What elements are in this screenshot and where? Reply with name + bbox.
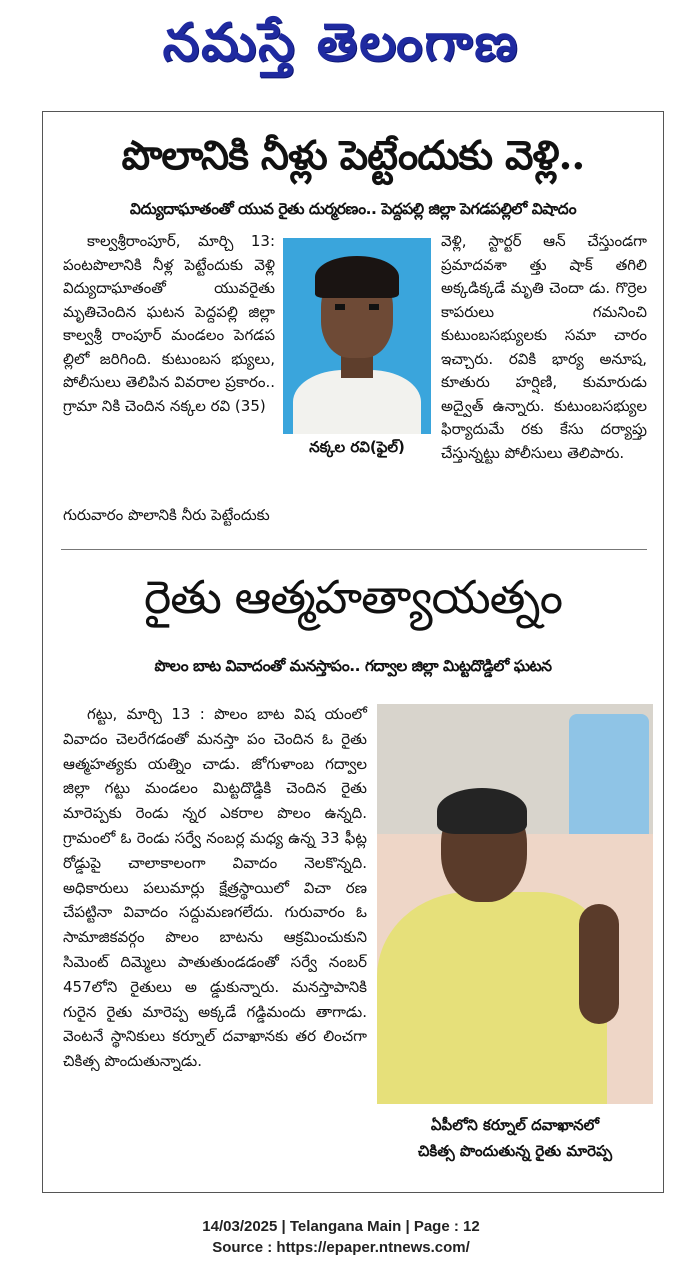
article2-body-column	[63, 702, 367, 1074]
page-footer	[0, 1216, 682, 1258]
article2-photo-caption	[377, 1112, 653, 1164]
article1-col1-tail: గురువారం పొలానికి నీరు పెట్టేందుకు	[63, 506, 270, 524]
newspaper-clipping	[42, 111, 664, 1193]
article1-photo-caption: నక్కల రవి(ఫైల్)	[309, 438, 405, 456]
article1-column-right	[441, 230, 647, 465]
article1-column-left-tail	[63, 504, 383, 528]
article2-subheadline: పొలం బాట వివాదంతో మనస్తాపం.. గద్వాల జిల్లా మిట్టదొడ్డిలో ఘటన	[154, 657, 552, 675]
article1-headline: పొలానికి నీళ్లు పెట్టేందుకు వెళ్లి..	[121, 132, 585, 179]
article2-caption-line2: చికిత్స పొందుతున్న రైతు మారెప్ప	[417, 1142, 613, 1160]
article1-col2-text: వెళ్లి, స్టార్టర్ ఆన్ చేస్తుండగా ప్రమాదవశా త్తు షాక్ తగిలి అక్కడిక్కడే మృతి చెందా డు. గొర్రెల కాపరులు గమనించి కుటుంబసభ్యులకు సమా చారం ఇచ్చారు. రవికి భార్య అనూష, కూతురు హర్షిణి, కుమారుడు అద్వైత్ ఉన్నారు. కుటుంబసభ్యుల ఫిర్యాదుమే రకు కేసు దర్యాప్తు చేస్తున్నట్టు పోలీసులు తెలిపారు.	[441, 232, 647, 462]
article2-photo	[377, 704, 653, 1104]
article1-column-left	[63, 230, 275, 418]
footer-date-edition: 14/03/2025 | Telangana Main | Page : 12	[202, 1218, 480, 1235]
masthead	[0, 8, 682, 78]
article1-photo	[283, 238, 431, 434]
article2-caption-line1: ఏపీలోని కర్నూల్ దవాఖానలో	[430, 1116, 600, 1134]
article2-body-text: గట్టు, మార్చి 13 : పొలం బాట విష యంలో వివాదం చెలరేగడంతో మనస్తా పం చెందిన ఓ రైతు ఆత్మహత్యకు యత్నిం చాడు. జోగుళాంబ గద్వాల జిల్లా గట్టు మండలం మిట్టదొడ్డికి చెందిన రైతు మారెప్పకు రెండు న్నర ఎకరాల పొలం ఉన్నది. గ్రామంలో ఓ రెండు సర్వే నంబర్ల మధ్య ఉన్న 33 ఫీట్ల రోడ్డుపై చాలాకాలంగా వివాదం నెలకొన్నది. అధికారులు పలుమార్లు క్షేత్రస్థాయిలో విచా రణ చేపట్టినా వివాదం సద్దుమణగలేదు. గురువారం ఓ సామాజికవర్గం పొలం బాటను ఆక్రమించుకుని సిమెంట్ దిమ్మెలు పాతుతుండడంతో సర్వే నంబర్ 457లోని రైతులు అ డ్డుకున్నారు. మనస్తాపానికి గురైన రైతు మారెప్ప అక్కడే గడ్డిమందు తాగాడు. వెంటనే స్థానికులు కర్నూల్ దవాఖానకు తర లించగా చికిత్స పొందుతున్నాడు.	[63, 705, 367, 1071]
article-divider	[61, 549, 647, 550]
article2-headline: రైతు ఆత్మహత్యాయత్నం	[143, 570, 563, 624]
footer-source: Source : https://epaper.ntnews.com/	[212, 1239, 470, 1256]
article1-col1-text: కాల్వశ్రీరాంపూర్, మార్చి 13: పంటపొలానికి నీళ్ల పెట్టేందుకు వెళ్లి విద్యుదాఘాతంతో యువరైతు మృతిచెందిన ఘటన పెద్దపల్లి జిల్లా కాల్వశ్రీ రాంపూర్ మండలం పెగడప ల్లిలో జరిగింది. కుటుంబస భ్యులు, పోలీసులు తెలిపిన వివరాల ప్రకారం.. గ్రామా నికి చెందిన నక్కల రవి (35)	[63, 232, 275, 415]
article1-subheadline: విద్యుదాఘాతంతో యువ రైతు దుర్మరణం.. పెద్దపల్లి జిల్లా పెగడపల్లిలో విషాదం	[129, 200, 577, 218]
masthead-logo: నమస్తే తెలంగాణ	[162, 12, 520, 73]
